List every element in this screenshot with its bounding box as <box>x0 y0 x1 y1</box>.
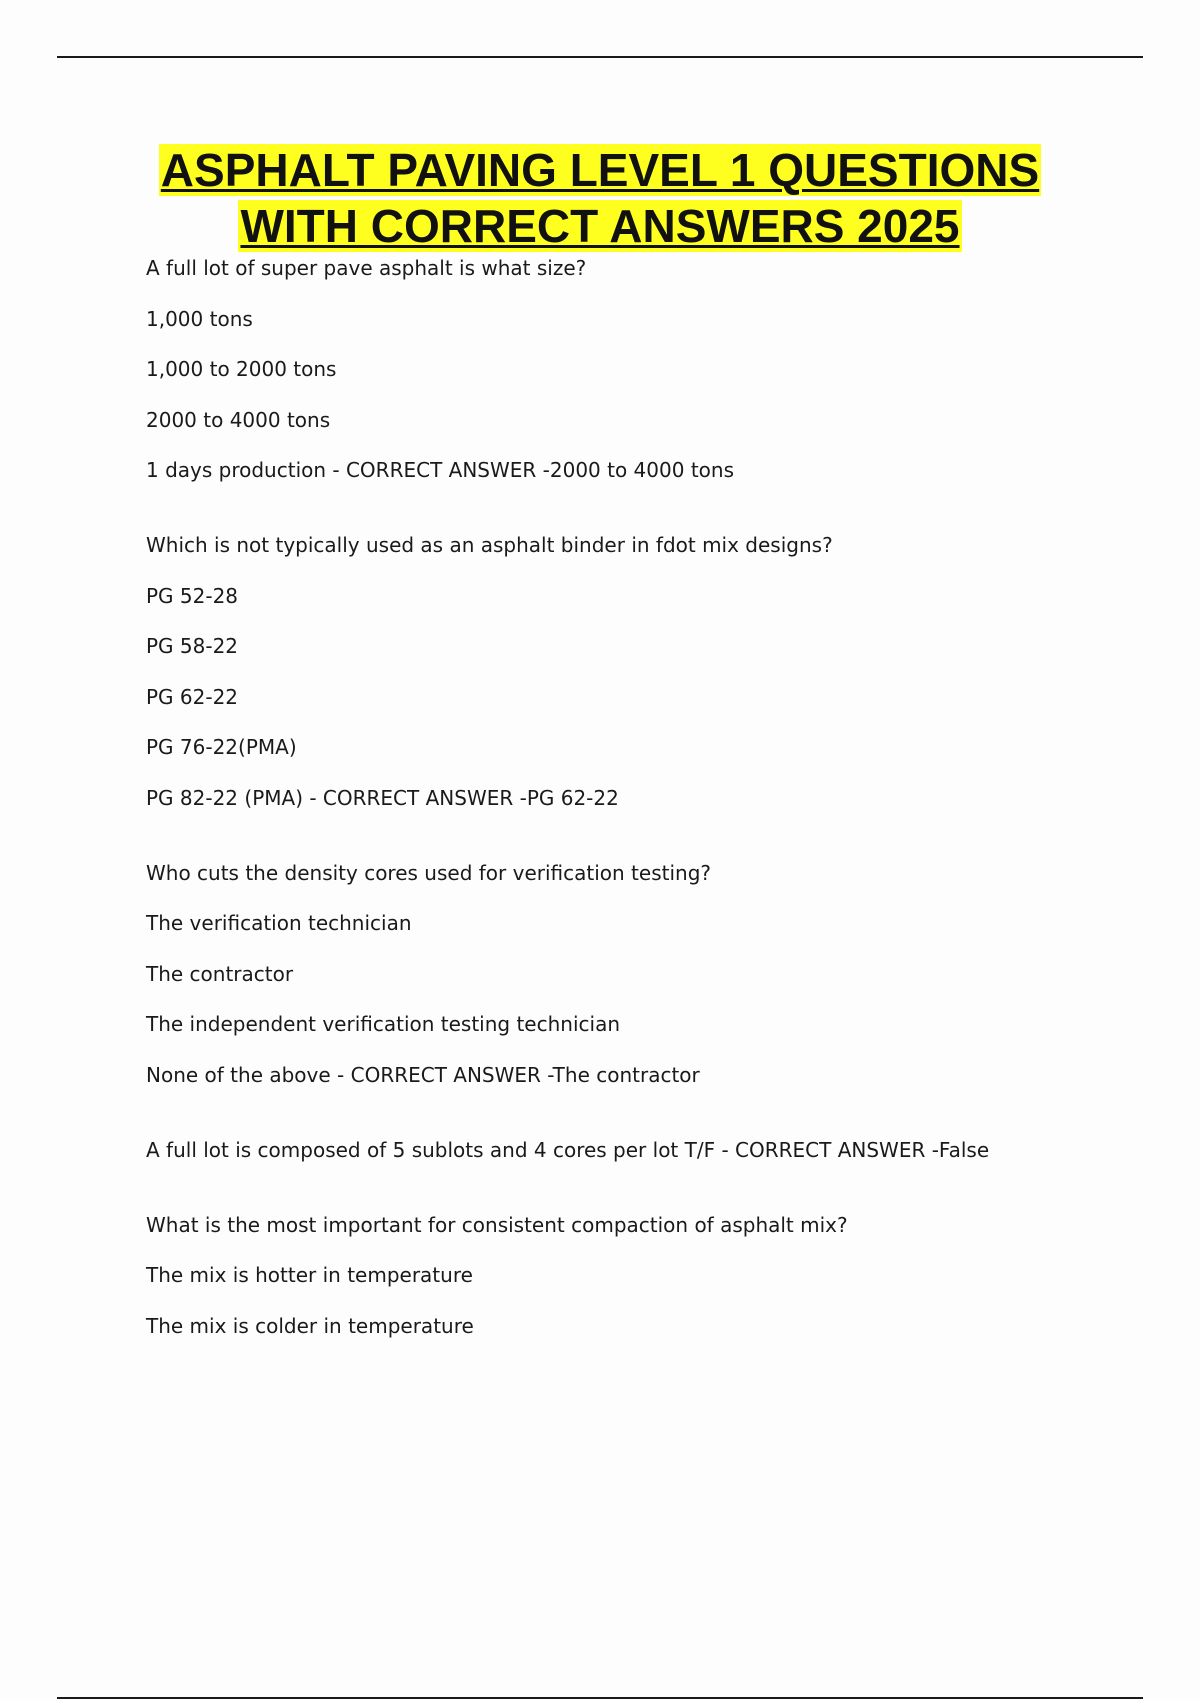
question-prompt: Who cuts the density cores used for verification testing? <box>146 860 711 885</box>
correct-answer-line: None of the above - CORRECT ANSWER -The contractor <box>146 1062 700 1087</box>
title-line-1: ASPHALT PAVING LEVEL 1 QUESTIONS <box>160 144 1040 196</box>
question-block-3 <box>146 860 1146 1088</box>
top-rule <box>57 56 1143 58</box>
answer-option: PG 76-22(PMA) <box>146 735 297 759</box>
correct-answer-line: PG 82-22 (PMA) - CORRECT ANSWER -PG 62-22 <box>146 785 619 810</box>
answer-option: PG 62-22 <box>146 684 239 709</box>
question-list <box>146 255 1146 1339</box>
answer-option: The mix is hotter in temperature <box>146 1263 473 1287</box>
question-block-1 <box>146 255 1146 483</box>
answer-option: The mix is colder in temperature <box>146 1313 474 1338</box>
answer-option: PG 58-22 <box>146 634 239 658</box>
answer-option: PG 52-28 <box>146 583 239 608</box>
answer-option: The contractor <box>146 961 294 986</box>
document-title <box>0 142 1200 254</box>
answer-option: 2000 to 4000 tons <box>146 407 331 432</box>
bottom-rule <box>57 1697 1143 1699</box>
answer-option: The independent verification testing technician <box>146 1012 621 1036</box>
question-block-2 <box>146 532 1146 811</box>
question-block-5 <box>146 1212 1146 1339</box>
question-prompt: A full lot is composed of 5 sublots and 4 cores per lot T/F - CORRECT ANSWER -False <box>146 1137 990 1162</box>
question-prompt: What is the most important for consistent compaction of asphalt mix? <box>146 1212 848 1237</box>
question-prompt: Which is not typically used as an asphalt binder in fdot mix designs? <box>146 533 833 557</box>
answer-option: The verification technician <box>146 911 412 935</box>
answer-option: 1,000 tons <box>146 306 253 331</box>
correct-answer-line: 1 days production - CORRECT ANSWER -2000 to 4000 tons <box>146 458 734 482</box>
question-block-4 <box>146 1137 1146 1163</box>
answer-option: 1,000 to 2000 tons <box>146 357 337 381</box>
title-line-2: WITH CORRECT ANSWERS 2025 <box>240 200 960 252</box>
question-prompt: A full lot of super pave asphalt is what size? <box>146 256 587 280</box>
